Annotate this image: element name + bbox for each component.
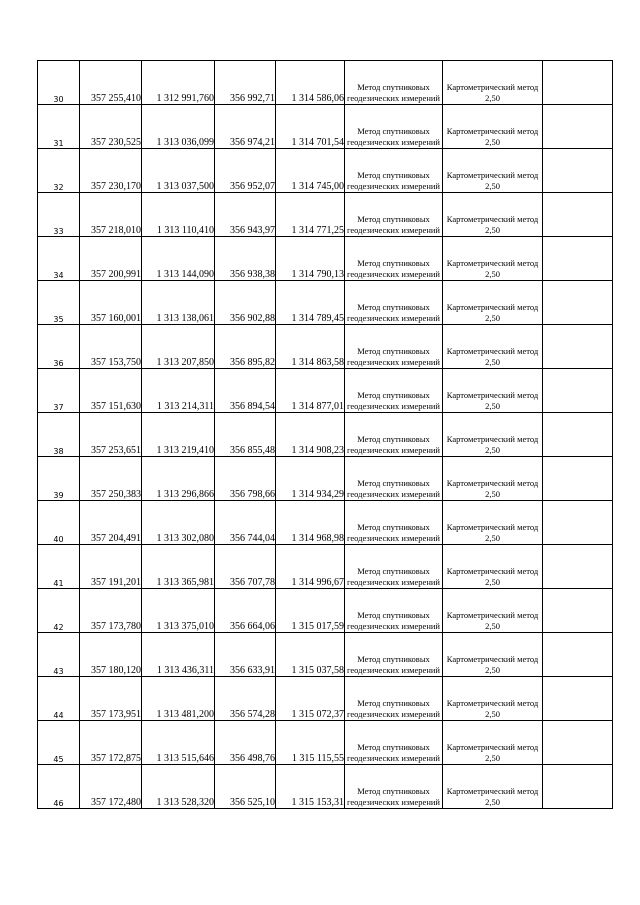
accuracy-method-cell: Картометрический метод 2,50 (443, 501, 543, 545)
point-number-cell: 30 (38, 61, 80, 105)
y-coordinate-new-cell: 1 315 037,58 (276, 633, 345, 677)
y-coordinate-old-cell: 1 313 302,080 (142, 501, 215, 545)
empty-cell (543, 369, 613, 413)
x-coordinate-new-cell: 356 952,07 (215, 149, 276, 193)
accuracy-method-cell: Картометрический метод 2,50 (443, 61, 543, 105)
point-number-cell: 39 (38, 457, 80, 501)
x-coordinate-old-cell: 357 200,991 (80, 237, 142, 281)
x-coordinate-new-cell: 356 664,06 (215, 589, 276, 633)
accuracy-method-cell: Картометрический метод 2,50 (443, 237, 543, 281)
measurement-method-cell: Метод спутниковых геодезических измерений (345, 61, 443, 105)
y-coordinate-old-cell: 1 313 138,061 (142, 281, 215, 325)
accuracy-method-cell: Картометрический метод 2,50 (443, 721, 543, 765)
accuracy-method-cell: Картометрический метод 2,50 (443, 105, 543, 149)
x-coordinate-old-cell: 357 230,170 (80, 149, 142, 193)
y-coordinate-old-cell: 1 313 207,850 (142, 325, 215, 369)
accuracy-method-cell: Картометрический метод 2,50 (443, 325, 543, 369)
measurement-method-cell: Метод спутниковых геодезических измерений (345, 193, 443, 237)
y-coordinate-new-cell: 1 314 877,01 (276, 369, 345, 413)
measurement-method-cell: Метод спутниковых геодезических измерений (345, 457, 443, 501)
empty-cell (543, 193, 613, 237)
y-coordinate-old-cell: 1 313 515,646 (142, 721, 215, 765)
table-row (38, 325, 613, 369)
x-coordinate-new-cell: 356 992,71 (215, 61, 276, 105)
y-coordinate-old-cell: 1 313 110,410 (142, 193, 215, 237)
y-coordinate-old-cell: 1 313 365,981 (142, 545, 215, 589)
y-coordinate-old-cell: 1 313 036,099 (142, 105, 215, 149)
x-coordinate-new-cell: 356 855,48 (215, 413, 276, 457)
x-coordinate-old-cell: 357 218,010 (80, 193, 142, 237)
point-number-cell: 37 (38, 369, 80, 413)
x-coordinate-old-cell: 357 250,383 (80, 457, 142, 501)
accuracy-method-cell: Картометрический метод 2,50 (443, 677, 543, 721)
y-coordinate-old-cell: 1 313 219,410 (142, 413, 215, 457)
measurement-method-cell: Метод спутниковых геодезических измерений (345, 633, 443, 677)
empty-cell (543, 633, 613, 677)
empty-cell (543, 765, 613, 809)
y-coordinate-new-cell: 1 314 790,13 (276, 237, 345, 281)
point-number-cell: 36 (38, 325, 80, 369)
point-number-cell: 33 (38, 193, 80, 237)
point-number-cell: 40 (38, 501, 80, 545)
x-coordinate-new-cell: 356 943,97 (215, 193, 276, 237)
x-coordinate-old-cell: 357 230,525 (80, 105, 142, 149)
table-row (38, 545, 613, 589)
y-coordinate-old-cell: 1 313 481,200 (142, 677, 215, 721)
x-coordinate-old-cell: 357 173,780 (80, 589, 142, 633)
empty-cell (543, 105, 613, 149)
x-coordinate-old-cell: 357 253,651 (80, 413, 142, 457)
x-coordinate-new-cell: 356 574,28 (215, 677, 276, 721)
table-row (38, 237, 613, 281)
measurement-method-cell: Метод спутниковых геодезических измерений (345, 589, 443, 633)
x-coordinate-new-cell: 356 525,10 (215, 765, 276, 809)
table-row (38, 677, 613, 721)
y-coordinate-old-cell: 1 313 037,500 (142, 149, 215, 193)
measurement-method-cell: Метод спутниковых геодезических измерений (345, 149, 443, 193)
table-row (38, 457, 613, 501)
empty-cell (543, 413, 613, 457)
point-number-cell: 46 (38, 765, 80, 809)
y-coordinate-new-cell: 1 314 771,25 (276, 193, 345, 237)
empty-cell (543, 237, 613, 281)
table-row (38, 589, 613, 633)
accuracy-method-cell: Картометрический метод 2,50 (443, 369, 543, 413)
table-row (38, 149, 613, 193)
y-coordinate-new-cell: 1 314 996,67 (276, 545, 345, 589)
y-coordinate-new-cell: 1 314 863,58 (276, 325, 345, 369)
measurement-method-cell: Метод спутниковых геодезических измерений (345, 105, 443, 149)
y-coordinate-new-cell: 1 314 934,29 (276, 457, 345, 501)
x-coordinate-old-cell: 357 151,630 (80, 369, 142, 413)
table-row (38, 633, 613, 677)
x-coordinate-old-cell: 357 204,491 (80, 501, 142, 545)
table-row (38, 413, 613, 457)
point-number-cell: 31 (38, 105, 80, 149)
point-number-cell: 34 (38, 237, 80, 281)
measurement-method-cell: Метод спутниковых геодезических измерений (345, 237, 443, 281)
accuracy-method-cell: Картометрический метод 2,50 (443, 457, 543, 501)
y-coordinate-old-cell: 1 313 375,010 (142, 589, 215, 633)
measurement-method-cell: Метод спутниковых геодезических измерений (345, 545, 443, 589)
empty-cell (543, 457, 613, 501)
accuracy-method-cell: Картометрический метод 2,50 (443, 545, 543, 589)
y-coordinate-new-cell: 1 314 908,23 (276, 413, 345, 457)
measurement-method-cell: Метод спутниковых геодезических измерений (345, 325, 443, 369)
table-row (38, 765, 613, 809)
y-coordinate-new-cell: 1 314 701,54 (276, 105, 345, 149)
measurement-method-cell: Метод спутниковых геодезических измерений (345, 281, 443, 325)
y-coordinate-old-cell: 1 312 991,760 (142, 61, 215, 105)
y-coordinate-new-cell: 1 315 072,37 (276, 677, 345, 721)
x-coordinate-new-cell: 356 895,82 (215, 325, 276, 369)
accuracy-method-cell: Картометрический метод 2,50 (443, 633, 543, 677)
table-row (38, 105, 613, 149)
table-row (38, 281, 613, 325)
point-number-cell: 38 (38, 413, 80, 457)
x-coordinate-new-cell: 356 974,21 (215, 105, 276, 149)
x-coordinate-new-cell: 356 798,66 (215, 457, 276, 501)
x-coordinate-new-cell: 356 902,88 (215, 281, 276, 325)
measurement-method-cell: Метод спутниковых геодезических измерений (345, 677, 443, 721)
accuracy-method-cell: Картометрический метод 2,50 (443, 149, 543, 193)
x-coordinate-old-cell: 357 172,480 (80, 765, 142, 809)
empty-cell (543, 677, 613, 721)
accuracy-method-cell: Картометрический метод 2,50 (443, 765, 543, 809)
measurement-method-cell: Метод спутниковых геодезических измерений (345, 501, 443, 545)
x-coordinate-new-cell: 356 633,91 (215, 633, 276, 677)
x-coordinate-old-cell: 357 172,875 (80, 721, 142, 765)
empty-cell (543, 149, 613, 193)
point-number-cell: 35 (38, 281, 80, 325)
empty-cell (543, 281, 613, 325)
table-row (38, 501, 613, 545)
x-coordinate-old-cell: 357 160,001 (80, 281, 142, 325)
x-coordinate-new-cell: 356 707,78 (215, 545, 276, 589)
y-coordinate-new-cell: 1 315 017,59 (276, 589, 345, 633)
point-number-cell: 44 (38, 677, 80, 721)
measurement-method-cell: Метод спутниковых геодезических измерений (345, 413, 443, 457)
y-coordinate-new-cell: 1 314 745,00 (276, 149, 345, 193)
table-row (38, 61, 613, 105)
empty-cell (543, 721, 613, 765)
accuracy-method-cell: Картометрический метод 2,50 (443, 413, 543, 457)
table-row (38, 369, 613, 413)
y-coordinate-new-cell: 1 314 789,45 (276, 281, 345, 325)
x-coordinate-new-cell: 356 744,04 (215, 501, 276, 545)
y-coordinate-new-cell: 1 314 968,98 (276, 501, 345, 545)
x-coordinate-old-cell: 357 255,410 (80, 61, 142, 105)
accuracy-method-cell: Картометрический метод 2,50 (443, 281, 543, 325)
x-coordinate-old-cell: 357 173,951 (80, 677, 142, 721)
table-row (38, 721, 613, 765)
x-coordinate-new-cell: 356 938,38 (215, 237, 276, 281)
coordinates-table (37, 60, 613, 809)
empty-cell (543, 501, 613, 545)
point-number-cell: 45 (38, 721, 80, 765)
table-row (38, 193, 613, 237)
y-coordinate-old-cell: 1 313 296,866 (142, 457, 215, 501)
measurement-method-cell: Метод спутниковых геодезических измерений (345, 369, 443, 413)
empty-cell (543, 325, 613, 369)
y-coordinate-old-cell: 1 313 528,320 (142, 765, 215, 809)
x-coordinate-old-cell: 357 153,750 (80, 325, 142, 369)
measurement-method-cell: Метод спутниковых геодезических измерений (345, 721, 443, 765)
point-number-cell: 43 (38, 633, 80, 677)
x-coordinate-new-cell: 356 894,54 (215, 369, 276, 413)
coordinates-table-body (38, 61, 613, 809)
y-coordinate-old-cell: 1 313 436,311 (142, 633, 215, 677)
point-number-cell: 42 (38, 589, 80, 633)
x-coordinate-old-cell: 357 180,120 (80, 633, 142, 677)
x-coordinate-new-cell: 356 498,76 (215, 721, 276, 765)
x-coordinate-old-cell: 357 191,201 (80, 545, 142, 589)
y-coordinate-new-cell: 1 314 586,06 (276, 61, 345, 105)
empty-cell (543, 545, 613, 589)
y-coordinate-old-cell: 1 313 144,090 (142, 237, 215, 281)
y-coordinate-new-cell: 1 315 153,31 (276, 765, 345, 809)
accuracy-method-cell: Картометрический метод 2,50 (443, 193, 543, 237)
measurement-method-cell: Метод спутниковых геодезических измерений (345, 765, 443, 809)
y-coordinate-new-cell: 1 315 115,55 (276, 721, 345, 765)
point-number-cell: 41 (38, 545, 80, 589)
accuracy-method-cell: Картометрический метод 2,50 (443, 589, 543, 633)
y-coordinate-old-cell: 1 313 214,311 (142, 369, 215, 413)
point-number-cell: 32 (38, 149, 80, 193)
empty-cell (543, 589, 613, 633)
empty-cell (543, 61, 613, 105)
